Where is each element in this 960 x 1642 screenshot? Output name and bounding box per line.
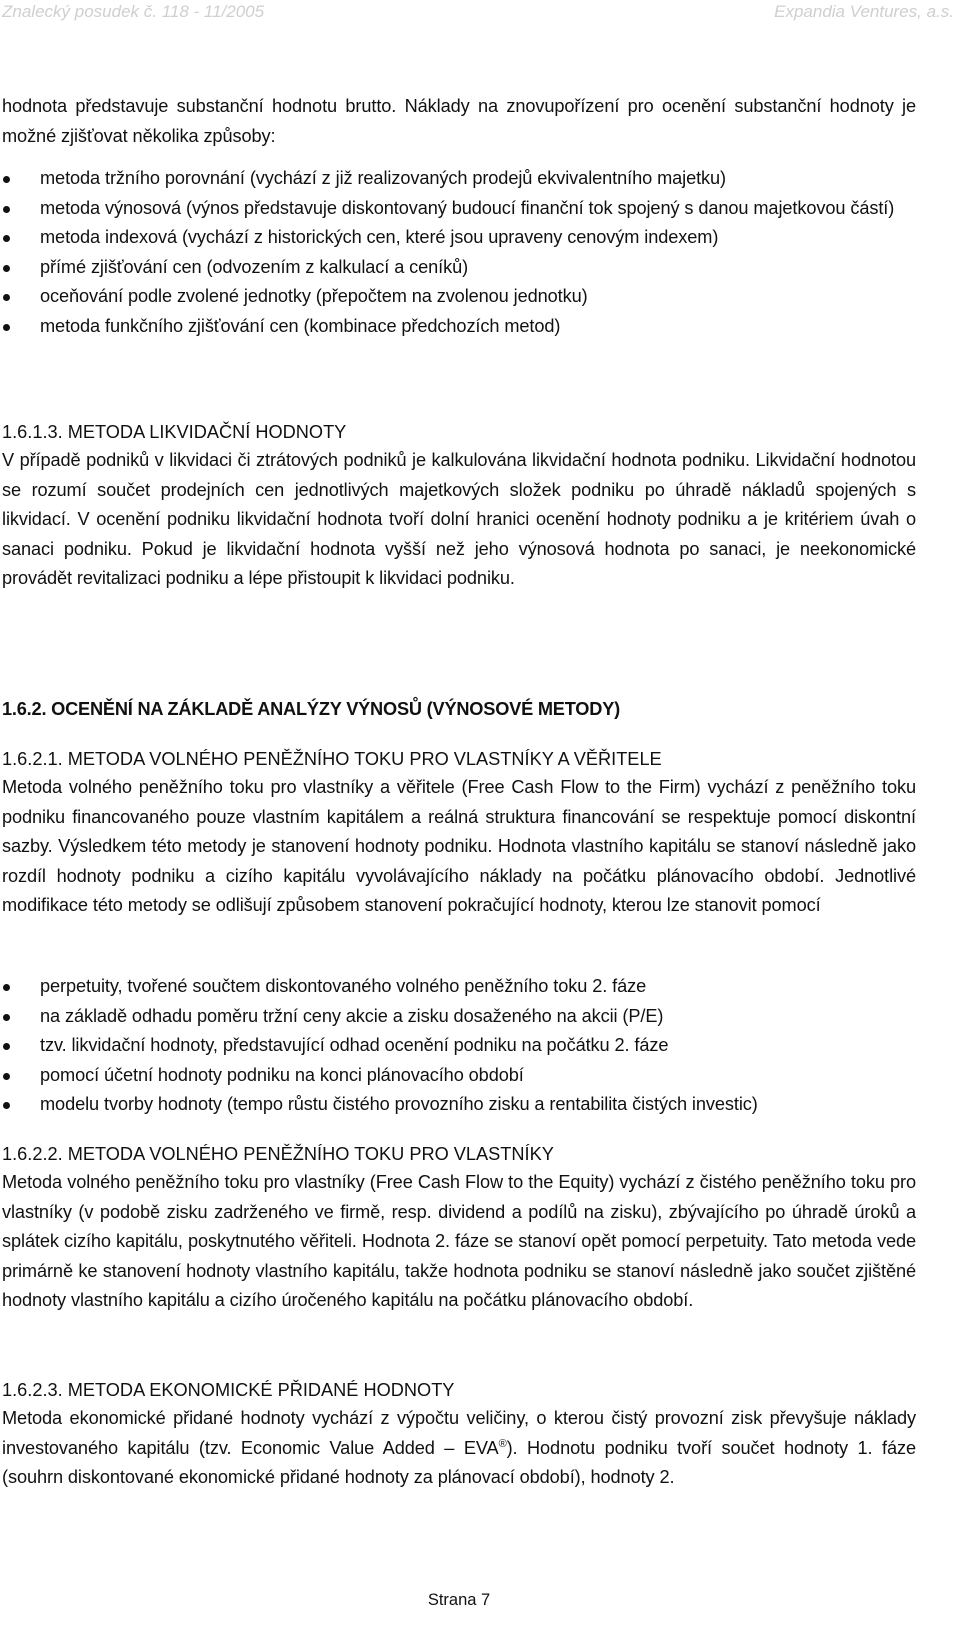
bullet-icon — [3, 294, 10, 301]
registered-mark: ® — [498, 1437, 507, 1450]
list-item: metoda funkčního zjišťování cen (kombinace předchozích metod) — [0, 312, 918, 342]
bullet-icon — [3, 235, 10, 242]
bullet-icon — [3, 1073, 10, 1080]
section-heading-162: 1.6.2. OCENĚNÍ NA ZÁKLADĚ ANALÝZY VÝNOSŮ (VÝNOSOVÉ METODY) — [2, 699, 620, 719]
list-item: perpetuity, tvořené součtem diskontovaného volného peněžního toku 2. fáze — [0, 972, 918, 1002]
list-item: přímé zjišťování cen (odvozením z kalkulací a ceníků) — [0, 253, 918, 283]
section-1623-paragraph: Metoda ekonomické přidané hodnoty vychází z výpočtu veličiny, o kterou čistý provozní zisk převyšuje náklady investovaného kapitálu (tzv. Economic Value Added – EVA®). Hodnotu podniku tvoří součet hodnoty 1. fáze (souhrn diskontované ekonomické přidané hodnoty za plánovací období), hodnoty 2. — [2, 1408, 916, 1488]
section-heading-1621: 1.6.2.1. METODA VOLNÉHO PENĚŽNÍHO TOKU PRO VLASTNÍKY A VĚŘITELE — [2, 749, 662, 769]
bullet-icon — [3, 1014, 10, 1021]
bullet-icon — [3, 265, 10, 272]
page-number: Strana 7 — [427, 1591, 491, 1609]
list-item: metoda tržního porovnání (vychází z již realizovaných prodejů ekvivalentního majetku) — [0, 164, 918, 194]
header-company-name: Expandia Ventures, a.s. — [774, 2, 954, 21]
list-item: modelu tvorby hodnoty (tempo růstu čistého provozního zisku a rentabilita čistých investic) — [0, 1090, 918, 1120]
section-1613-paragraph: V případě podniků v likvidaci či ztrátových podniků je kalkulována likvidační hodnota podniku. Likvidační hodnotou se rozumí součet prodejních cen jednotlivých majetkových složek podniku po úhradě nákladů spojených s likvidací. V ocenění podniku likvidační hodnota tvoří dolní hranici ocenění hodnoty podniku a je kritériem úvah o sanaci podniku. Pokud je likvidační hodnota vyšší než jeho výnosová hodnota po sanaci, je neekonomické provádět revitalizaci podniku a lépe přistoupit k likvidaci podniku. — [2, 450, 916, 589]
list-item: metoda indexová (vychází z historických cen, které jsou upraveny cenovým indexem) — [0, 223, 918, 253]
list-item: na základě odhadu poměru tržní ceny akcie a zisku dosaženého na akcii (P/E) — [0, 1002, 918, 1032]
list-item: oceňování podle zvolené jednotky (přepočtem na zvolenou jednotku) — [0, 282, 918, 312]
header-document-title: Znalecký posudek č. 118 - 11/2005 — [2, 2, 265, 21]
bullet-icon — [3, 1043, 10, 1050]
bullet-icon — [3, 984, 10, 991]
bullet-icon — [3, 176, 10, 183]
page-header — [0, 0, 960, 28]
section-heading-1622: 1.6.2.2. METODA VOLNÉHO PENĚŽNÍHO TOKU PRO VLASTNÍKY — [2, 1144, 554, 1164]
section-1622-paragraph: Metoda volného peněžního toku pro vlastníky (Free Cash Flow to the Equity) vychází z čistého peněžního toku pro vlastníky (v podobě zisku zadrženého ve firmě, resp. dividend a podílů na zisku), zbývajícího po úhradě úroků a splátek cizího kapitálu, poskytnutého věřiteli. Hodnota 2. fáze se stanoví opět pomocí perpetuity. Tato metoda vede primárně ke stanovení hodnoty vlastního kapitálu, takže hodnota podniku se stanoví následně jako součet zjištěné hodnoty vlastního kapitálu a cizího úročeného kapitálu na počátku plánovacího období. — [2, 1172, 916, 1311]
intro-bullet-list — [0, 164, 918, 342]
section-heading-1623: 1.6.2.3. METODA EKONOMICKÉ PŘIDANÉ HODNOTY — [2, 1380, 455, 1400]
bullet-icon — [3, 324, 10, 331]
list-item: pomocí účetní hodnoty podniku na konci plánovacího období — [0, 1061, 918, 1091]
list-item: metoda výnosová (výnos představuje diskontovaný budoucí finanční tok spojený s danou majetkovou částí) — [0, 194, 918, 224]
section-heading-1613: 1.6.1.3. METODA LIKVIDAČNÍ HODNOTY — [2, 422, 347, 442]
section-1621-bullet-list — [0, 972, 918, 1120]
list-item: tzv. likvidační hodnoty, představující odhad ocenění podniku na počátku 2. fáze — [0, 1031, 918, 1061]
section-1621-paragraph: Metoda volného peněžního toku pro vlastníky a věřitele (Free Cash Flow to the Firm) vychází z peněžního toku podniku financovaného pouze vlastním kapitálem a reálná struktura financování se respektuje pomocí diskontní sazby. Výsledkem této metody je stanovení hodnoty podniku. Hodnota vlastního kapitálu se stanoví následně jako rozdíl hodnoty podniku a cizího kapitálu vyvolávajícího náklady na počátku plánovacího období. Jednotlivé modifikace této metody se odlišují způsobem stanovení pokračující hodnoty, kterou lze stanovit pomocí — [2, 777, 916, 916]
bullet-icon — [3, 1102, 10, 1109]
intro-paragraph: hodnota představuje substanční hodnotu brutto. Náklady na znovupořízení pro ocenění substanční hodnoty je možné zjišťovat několika způsoby: — [2, 96, 916, 146]
bullet-icon — [3, 206, 10, 213]
